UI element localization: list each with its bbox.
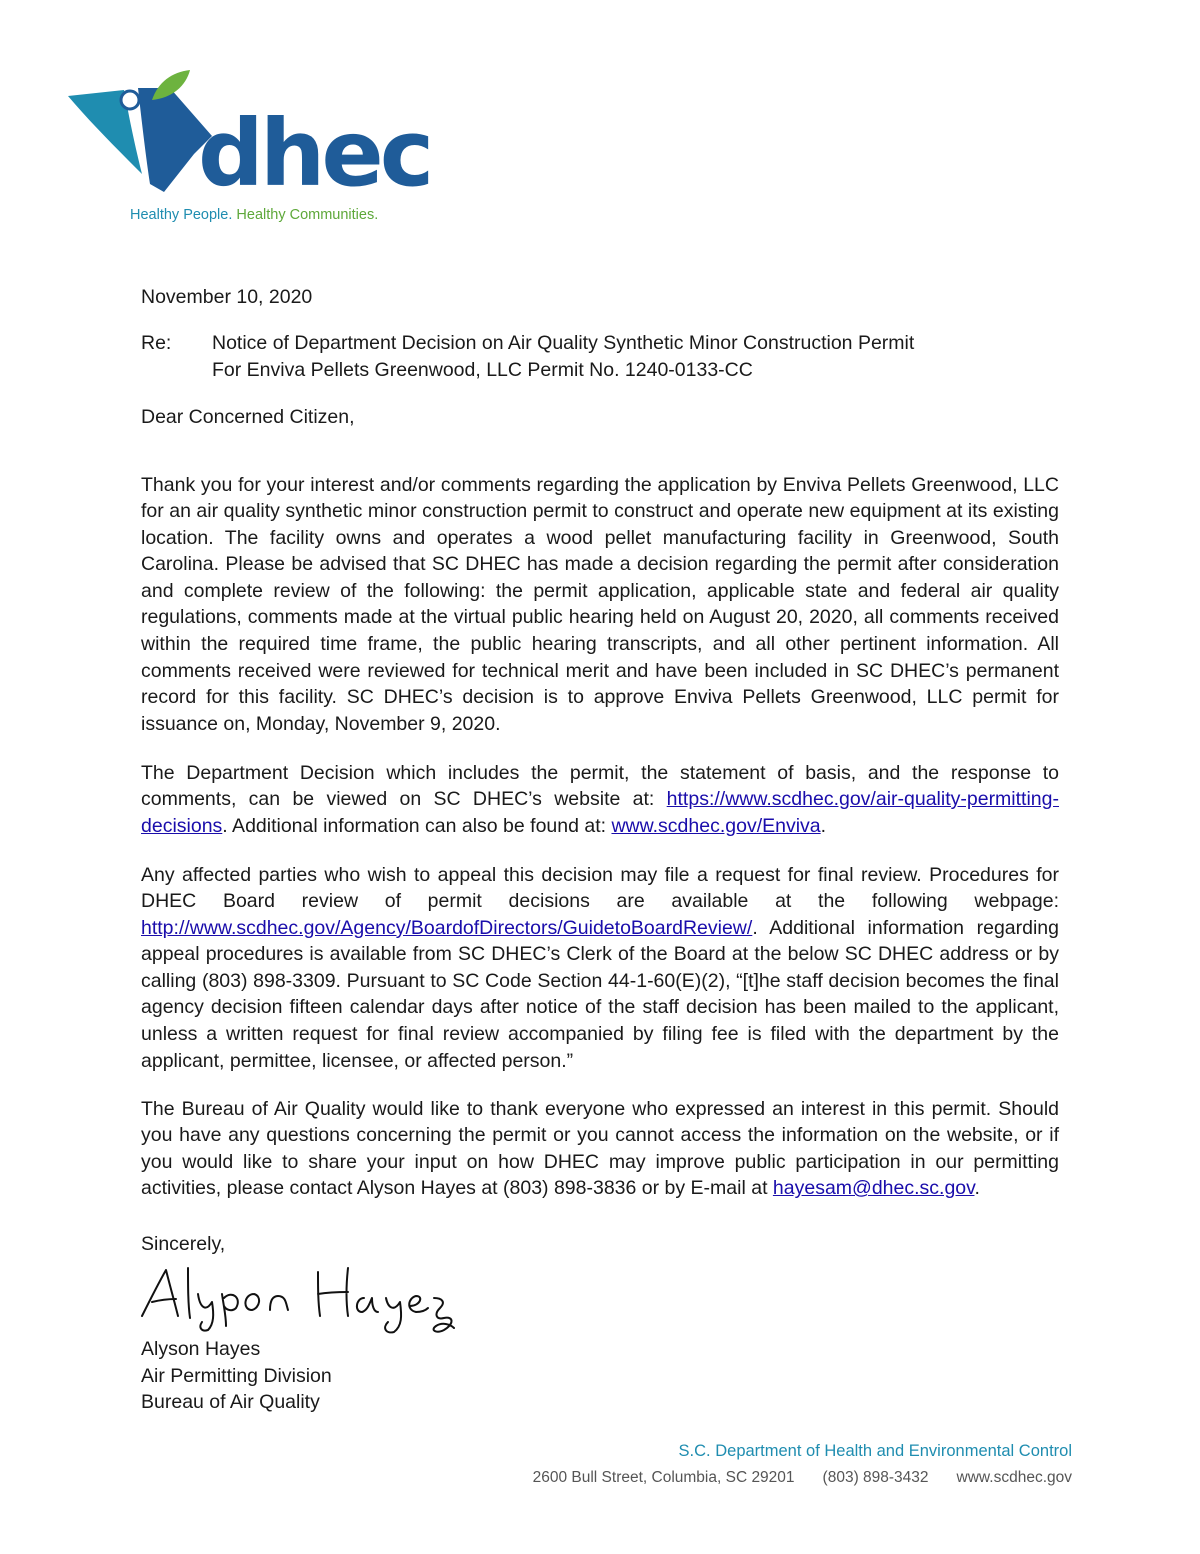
footer-address: 2600 Bull Street, Columbia, SC 29201	[532, 1469, 795, 1486]
footer-organization: S.C. Department of Health and Environmental Control	[678, 1442, 1072, 1460]
enviva-info-link[interactable]: www.scdhec.gov/Enviva	[611, 814, 821, 837]
logo-tagline	[130, 207, 378, 223]
paragraph-appeal	[141, 862, 1059, 1075]
paragraph-contact	[141, 1096, 1059, 1202]
logo-wordmark: dhec	[198, 100, 431, 207]
paragraph-website	[141, 760, 1059, 840]
paragraph-contact-text-1: The Bureau of Air Quality would like to thank everyone who expressed an interest in this permit. Should you have any questions concerning the permit or you cannot access the information on the website, or if you would like to share your input on how DHEC may improve public participation in our permitting activities, please contact Alyson Hayes at (803) 898-3836 or by E-mail at	[141, 1097, 1059, 1200]
paragraph-appeal-text-1: Any affected parties who wish to appeal this decision may file a request for final review. Procedures for DHEC Board review of permit decisions are available at the following webpage:	[141, 863, 1059, 913]
subject-label: Re:	[141, 332, 172, 354]
paragraph-website-text-1: The Department Decision which includes the permit, the statement of basis, and the response to comments, can be viewed on SC DHEC’s website at:	[141, 761, 1059, 811]
subject-line-1: Notice of Department Decision on Air Quality Synthetic Minor Construction Permit	[212, 332, 915, 354]
paragraph-appeal-text-2: . Additional information regarding appeal procedures is available from SC DHEC’s Clerk of the Board at the below SC DHEC address or by calling (803) 898-3309. Pursuant to SC Code Section 44-1-60(E)(2), “[t]he staff decision becomes the final agency decision fifteen calendar days after notice of the staff decision has been mailed to the applicant, unless a written request for final review accompanied by filing fee is filed with the department by the applicant, permittee, licensee, or affected person.”	[141, 916, 1059, 1072]
paragraph-website-text-3: .	[820, 814, 827, 837]
footer-website: www.scdhec.gov	[956, 1469, 1072, 1486]
footer-phone: (803) 898-3432	[822, 1469, 929, 1486]
footer-contact	[533, 1469, 1072, 1487]
signer-bureau: Bureau of Air Quality	[141, 1391, 320, 1414]
contact-email-link[interactable]: hayesam@dhec.sc.gov	[772, 1177, 975, 1200]
dhec-emblem-icon	[66, 66, 216, 206]
greeting: Dear Concerned Citizen,	[141, 406, 355, 428]
closing: Sincerely,	[141, 1233, 226, 1255]
dhec-logo	[66, 66, 431, 236]
letter-date: November 10, 2020	[141, 286, 313, 308]
tagline-part-2: Healthy Communities.	[236, 207, 379, 223]
signer-division: Air Permitting Division	[141, 1364, 332, 1387]
permitting-decisions-link[interactable]: https://www.scdhec.gov/air-quality-permitting-decisions	[141, 788, 1059, 837]
handwritten-signature	[136, 1258, 456, 1334]
paragraph-decision: Thank you for your interest and/or comments regarding the application by Enviva Pellets Greenwood, LLC for an air quality synthetic minor construction permit to construct and operate new equipment at its existing location. The facility owns and operates a wood pellet manufacturing facility in Greenwood, South Carolina. Please be advised that SC DHEC has made a decision regarding the permit after consideration and complete review of the following: the permit application, applicable state and federal air quality regulations, comments made at the virtual public hearing held on August 20, 2020, all comments received within the required time frame, the public hearing transcripts, and all other pertinent information. All comments received were reviewed for technical merit and have been included in SC DHEC’s permanent record for this facility. SC DHEC’s decision is to approve Enviva Pellets Greenwood, LLC permit for issuance on, Monday, November 9, 2020.	[141, 473, 1059, 735]
subject-line	[141, 330, 1059, 383]
signer-name: Alyson Hayes	[141, 1338, 261, 1360]
paragraph-contact-text-2: .	[974, 1177, 980, 1200]
subject-text	[212, 330, 914, 383]
logo-figure-head	[121, 91, 139, 109]
tagline-part-1: Healthy People.	[130, 207, 233, 223]
subject-line-2: For Enviva Pellets Greenwood, LLC Permit No. 1240-0133-CC	[212, 358, 753, 381]
board-review-guide-link[interactable]: http://www.scdhec.gov/Agency/BoardofDirectors/GuidetoBoardReview/	[141, 916, 753, 939]
signer-block	[141, 1336, 1059, 1416]
paragraph-website-text-2: . Additional information can also be found at:	[222, 814, 612, 837]
